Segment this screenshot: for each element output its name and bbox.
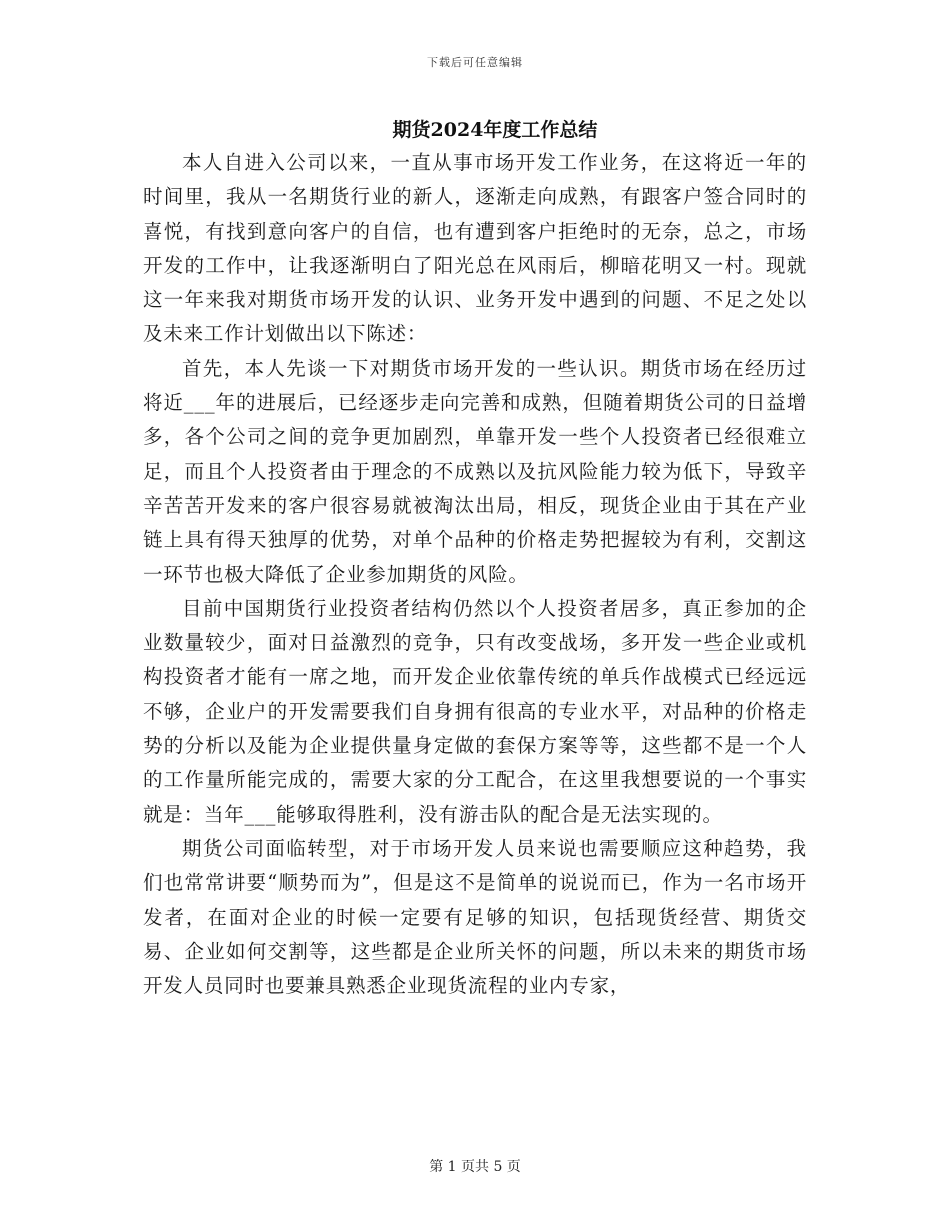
paragraph: 期货公司面临转型，对于市场开发人员来说也需要顺应这种趋势，我们也常常讲要“顺势而为”，但是这不是简单的说说而已，作为一名市场开发者，在面对企业的时候一定要有足够的知识，包括现货经营、期货交易、企业如何交割等，这些都是企业所关怀的问题，所以未来的期货市场开发人员同时也要兼具熟悉企业现货流程的业内专家，	[143, 836, 807, 998]
paragraph: 本人自进入公司以来，一直从事市场开发工作业务，在这将近一年的时间里，我从一名期货行业的新人，逐渐走向成熟，有跟客户签合同时的喜悦，有找到意向客户的自信，也有遭到客户拒绝时的无奈，总之，市场开发的工作中，让我逐渐明白了阳光总在风雨后，柳暗花明又一村。现就这一年来我对期货市场开发的认识、业务开发中遇到的问题、不足之处以及未来工作计划做出以下陈述：	[143, 151, 807, 346]
document-body	[143, 146, 807, 1003]
document-title: 期货2024年度工作总结	[392, 119, 598, 141]
paragraph: 首先，本人先谈一下对期货市场开发的一些认识。期货市场在经历过将近___年的进展后，已经逐步走向完善和成熟，但随着期货公司的日益增多，各个公司之间的竞争更加剧烈，单靠开发一些个人投资者已经很难立足，而且个人投资者由于理念的不成熟以及抗风险能力较为低下，导致辛辛苦苦开发来的客户很容易就被淘汰出局，相反，现货企业由于其在产业链上具有得天独厚的优势，对单个品种的价格走势把握较为有利，交割这一环节也极大降低了企业参加期货的风险。	[143, 356, 807, 586]
page-number: 第 1 页共 5 页	[429, 1159, 521, 1175]
page-header-note: 下载后可任意编辑	[427, 56, 523, 69]
paragraph: 目前中国期货行业投资者结构仍然以个人投资者居多，真正参加的企业数量较少，面对日益激烈的竞争，只有改变战场，多开发一些企业或机构投资者才能有一席之地，而开发企业依靠传统的单兵作战模式已经远远不够，企业户的开发需要我们自身拥有很高的专业水平，对品种的价格走势的分析以及能为企业提供量身定做的套保方案等等，这些都不是一个人的工作量所能完成的，需要大家的分工配合，在这里我想要说的一个事实就是：当年___能够取得胜利，没有游击队的配合是无法实现的。	[143, 596, 807, 826]
